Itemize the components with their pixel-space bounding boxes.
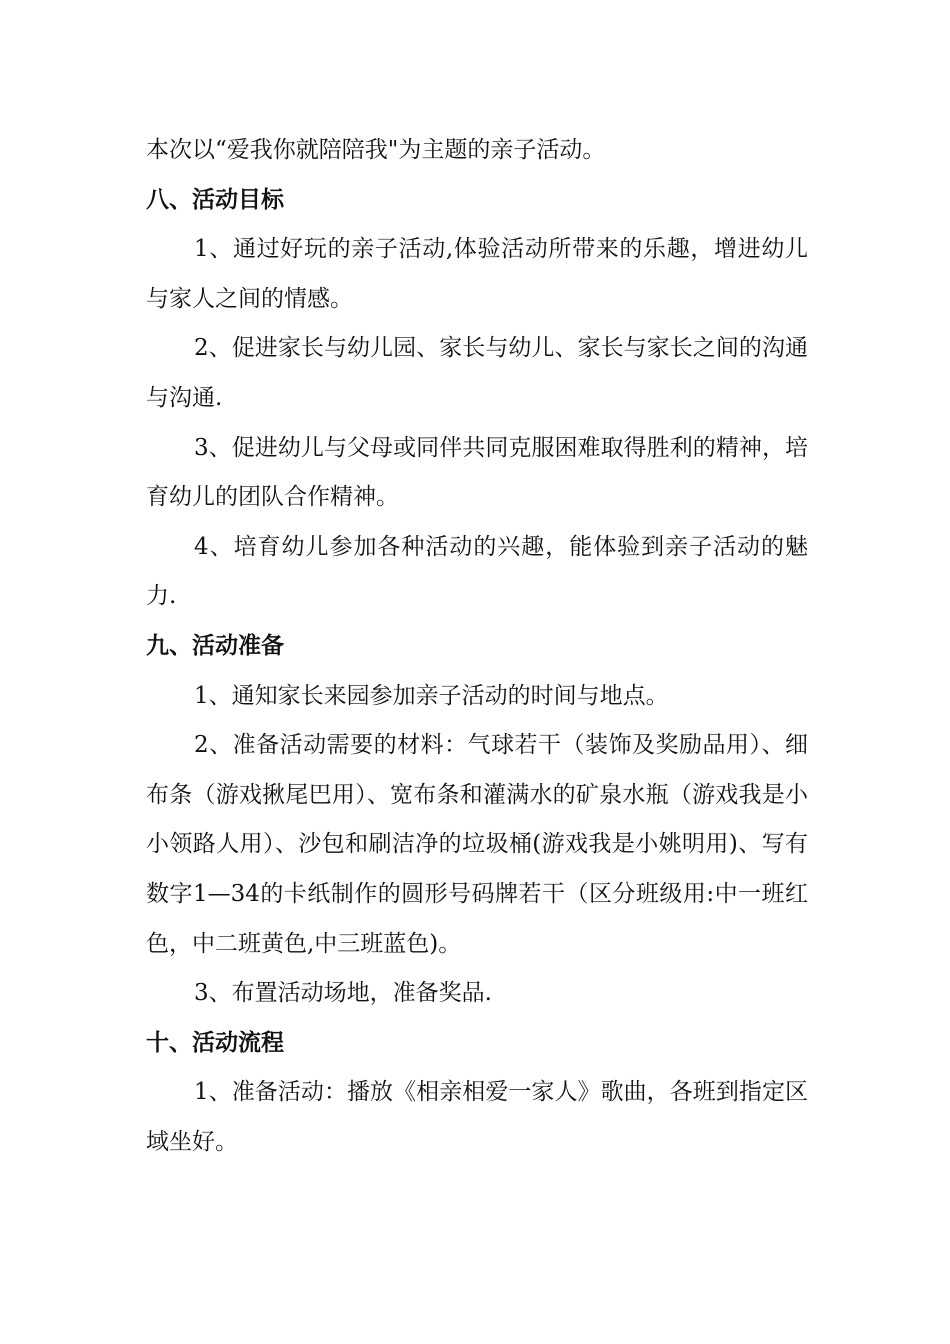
section-8-heading: 八、活动目标: [146, 186, 284, 213]
document-body: [146, 126, 808, 1167]
section-10-item-1: 1、准备活动：播放《相亲相爱一家人》歌曲，各班到指定区域坐好。: [146, 1079, 808, 1155]
intro-paragraph: 本次以“爱我你就陪陪我"为主题的亲子活动。: [146, 137, 606, 163]
section-9-item-1: 1、通知家长来园参加亲子活动的时间与地点。: [194, 682, 669, 709]
section-8-item-4: 4、培育幼儿参加各种活动的兴趣，能体验到亲子活动的魅力.: [146, 533, 808, 610]
section-8-item-1: 1、通过好玩的亲子活动,体验活动所带来的乐趣，增进幼儿与家人之间的情感。: [146, 236, 808, 312]
section-9-item-3: 3、布置活动场地，准备奖品.: [194, 980, 492, 1007]
section-9-heading: 九、活动准备: [146, 632, 284, 659]
section-10-heading: 十、活动流程: [146, 1029, 284, 1056]
section-9-item-2: 2、准备活动需要的材料：气球若干（装饰及奖励品用）、细布条（游戏揪尾巴用）、宽布条和灌满水的矿泉水瓶（游戏我是小小领路人用）、沙包和刷洁净的垃圾桶(游戏我是小姚明用)、写有数字1—34的卡纸制作的圆形号码牌若干（区分班级用:中一班红色，中二班黄色,中三班蓝色)。: [146, 732, 808, 957]
section-8-item-2: 2、促进家长与幼儿园、家长与幼儿、家长与家长之间的沟通与沟通.: [146, 335, 808, 411]
section-8-item-3: 3、促进幼儿与父母或同伴共同克服困难取得胜利的精神，培育幼儿的团队合作精神。: [146, 434, 808, 511]
